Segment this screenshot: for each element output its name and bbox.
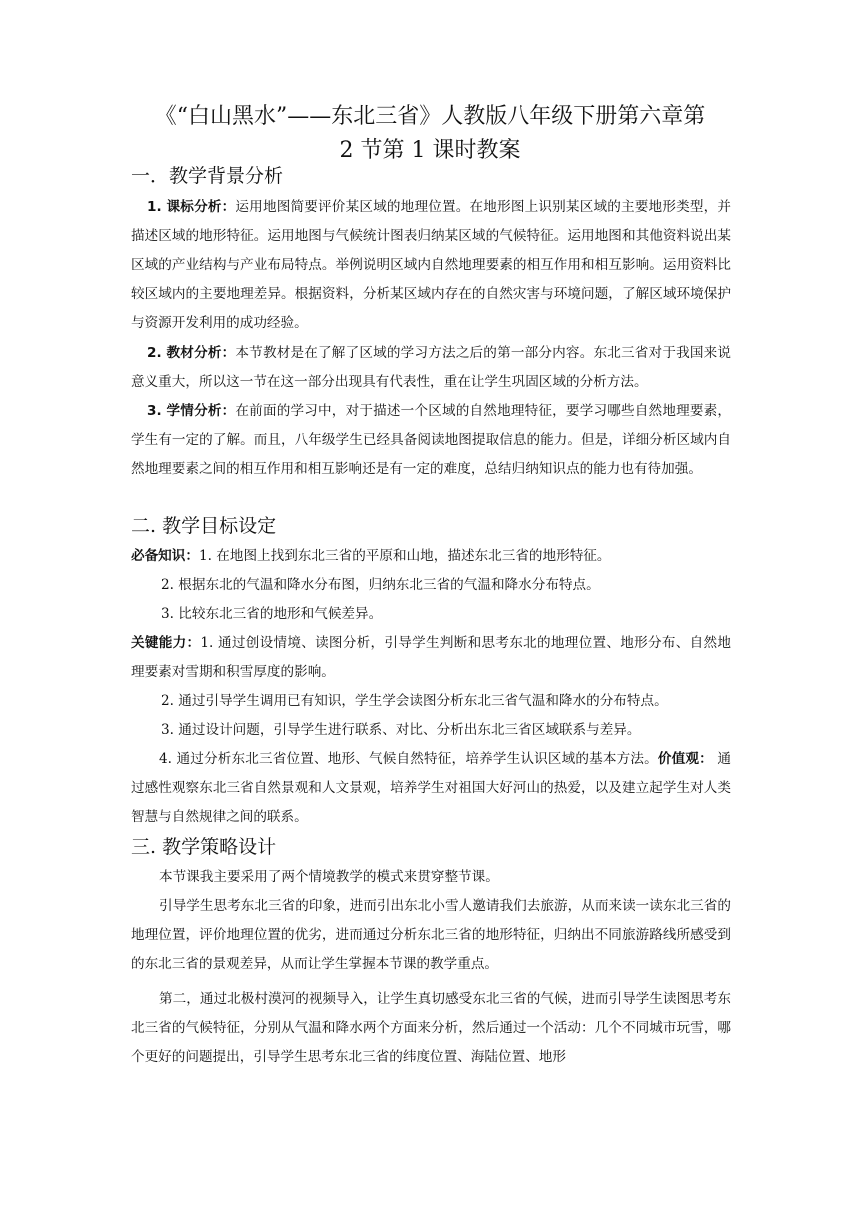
strategy-paragraph-3: 第二，通过北极村漠河的视频导入，让学生真切感受东北三省的气候，进而引导学生读图思考东北三省的气候特征，分别从气温和降水两个方面来分析，然后通过一个活动：几个不同城市玩雪，哪个更好的问题提出，引导学生思考东北三省的纬度位置、海陆位置、地形 — [131, 991, 731, 1065]
strategy-paragraph-2: 引导学生思考东北三省的印象，进而引出东北小雪人邀请我们去旅游，从而来读一读东北三省的地理位置，评价地理位置的优劣，进而通过分析东北三省的地形特征，归纳出不同旅游路线所感受到的东北三省的景观差异，从而让学生掌握本节课的教学重点。 — [131, 898, 731, 972]
key-ability-item-4: 4. 通过分析东北三省位置、地形、气候自然特征，培养学生认识区域的基本方法。 — [159, 751, 658, 767]
values-text: 通过感性观察东北三省自然景观和人文景观，培养学生对祖国大好河山的热爱，以及建立起学生对人类智慧与自然规律之间的联系。 — [131, 751, 731, 825]
textbook-analysis-label: 2. 教材分析： — [147, 345, 236, 361]
curriculum-analysis-paragraph — [131, 193, 731, 338]
section-heading-objectives: 二. 教学目标设定 — [131, 515, 277, 537]
key-ability-item-2: 2. 通过引导学生调用已有知识，学生学会读图分析东北三省气温和降水的分布特点。 — [161, 693, 668, 709]
title-line-2: 2 节第 1 课时教案 — [339, 138, 521, 163]
values-label: 价值观： — [657, 751, 713, 767]
section-heading-background: 一．教学背景分析 — [131, 165, 284, 187]
title-line-1: 《“白山黑水”——东北三省》人教版八年级下册第六章第 — [154, 104, 706, 129]
essential-knowledge-item-3: 3. 比较东北三省的地形和气候差异。 — [161, 606, 383, 622]
student-analysis-text: 在前面的学习中，对于描述一个区域的自然地理特征，要学习哪些自然地理要素，学生有一定的了解。而且，八年级学生已经具备阅读地图提取信息的能力。但是，详细分析区域内自然地理要素之间的相互作用和相互影响还是有一定的难度，总结归纳知识点的能力也有待加强。 — [131, 403, 732, 477]
key-ability-label: 关键能力： — [131, 635, 201, 651]
essential-knowledge-line — [131, 542, 731, 571]
textbook-analysis-text: 本节教材是在了解了区域的学习方法之后的第一部分内容。东北三省对于我国来说意义重大，所以这一节在这一部分出现具有代表性，重在让学生巩固区域的分析方法。 — [131, 345, 732, 390]
essential-knowledge-item-1: 1. 在地图上找到东北三省的平原和山地，描述东北三省的地形特征。 — [198, 548, 611, 564]
section-heading-strategy: 三. 教学策略设计 — [131, 836, 277, 858]
curriculum-analysis-label: 1. 课标分析： — [147, 199, 236, 215]
essential-knowledge-item-2: 2. 根据东北的气温和降水分布图，归纳东北三省的气温和降水分布特点。 — [161, 577, 600, 593]
document-title — [120, 100, 740, 168]
student-analysis-paragraph — [131, 397, 731, 484]
essential-knowledge-label: 必备知识： — [131, 548, 199, 564]
key-ability-item-1: 1. 通过创设情境、读图分析，引导学生判断和思考东北的地理位置、地形分布、自然地理要素对雪期和积雪厚度的影响。 — [131, 635, 731, 680]
textbook-analysis-paragraph — [131, 339, 731, 397]
strategy-paragraph-1: 本节课我主要采用了两个情境教学的模式来贯穿整节课。 — [159, 869, 499, 885]
key-ability-item-3: 3. 通过设计问题，引导学生进行联系、对比、分析出东北三省区域联系与差异。 — [161, 722, 641, 738]
values-paragraph — [131, 745, 731, 832]
curriculum-analysis-text: 运用地图简要评价某区域的地理位置。在地形图上识别某区域的主要地形类型，并描述区域的地形特征。运用地图与气候统计图表归纳某区域的气候特征。运用地图和其他资料说出某区域的产业结构与产业布局特点。举例说明区域内自然地理要素的相互作用和相互影响。运用资料比较区域内的主要地理差异。根据资料，分析某区域内存在的自然灾害与环境问题，了解区域环境保护与资源开发利用的成功经验。 — [131, 199, 732, 331]
key-ability-paragraph — [131, 629, 731, 687]
student-analysis-label: 3. 学情分析： — [147, 403, 236, 419]
